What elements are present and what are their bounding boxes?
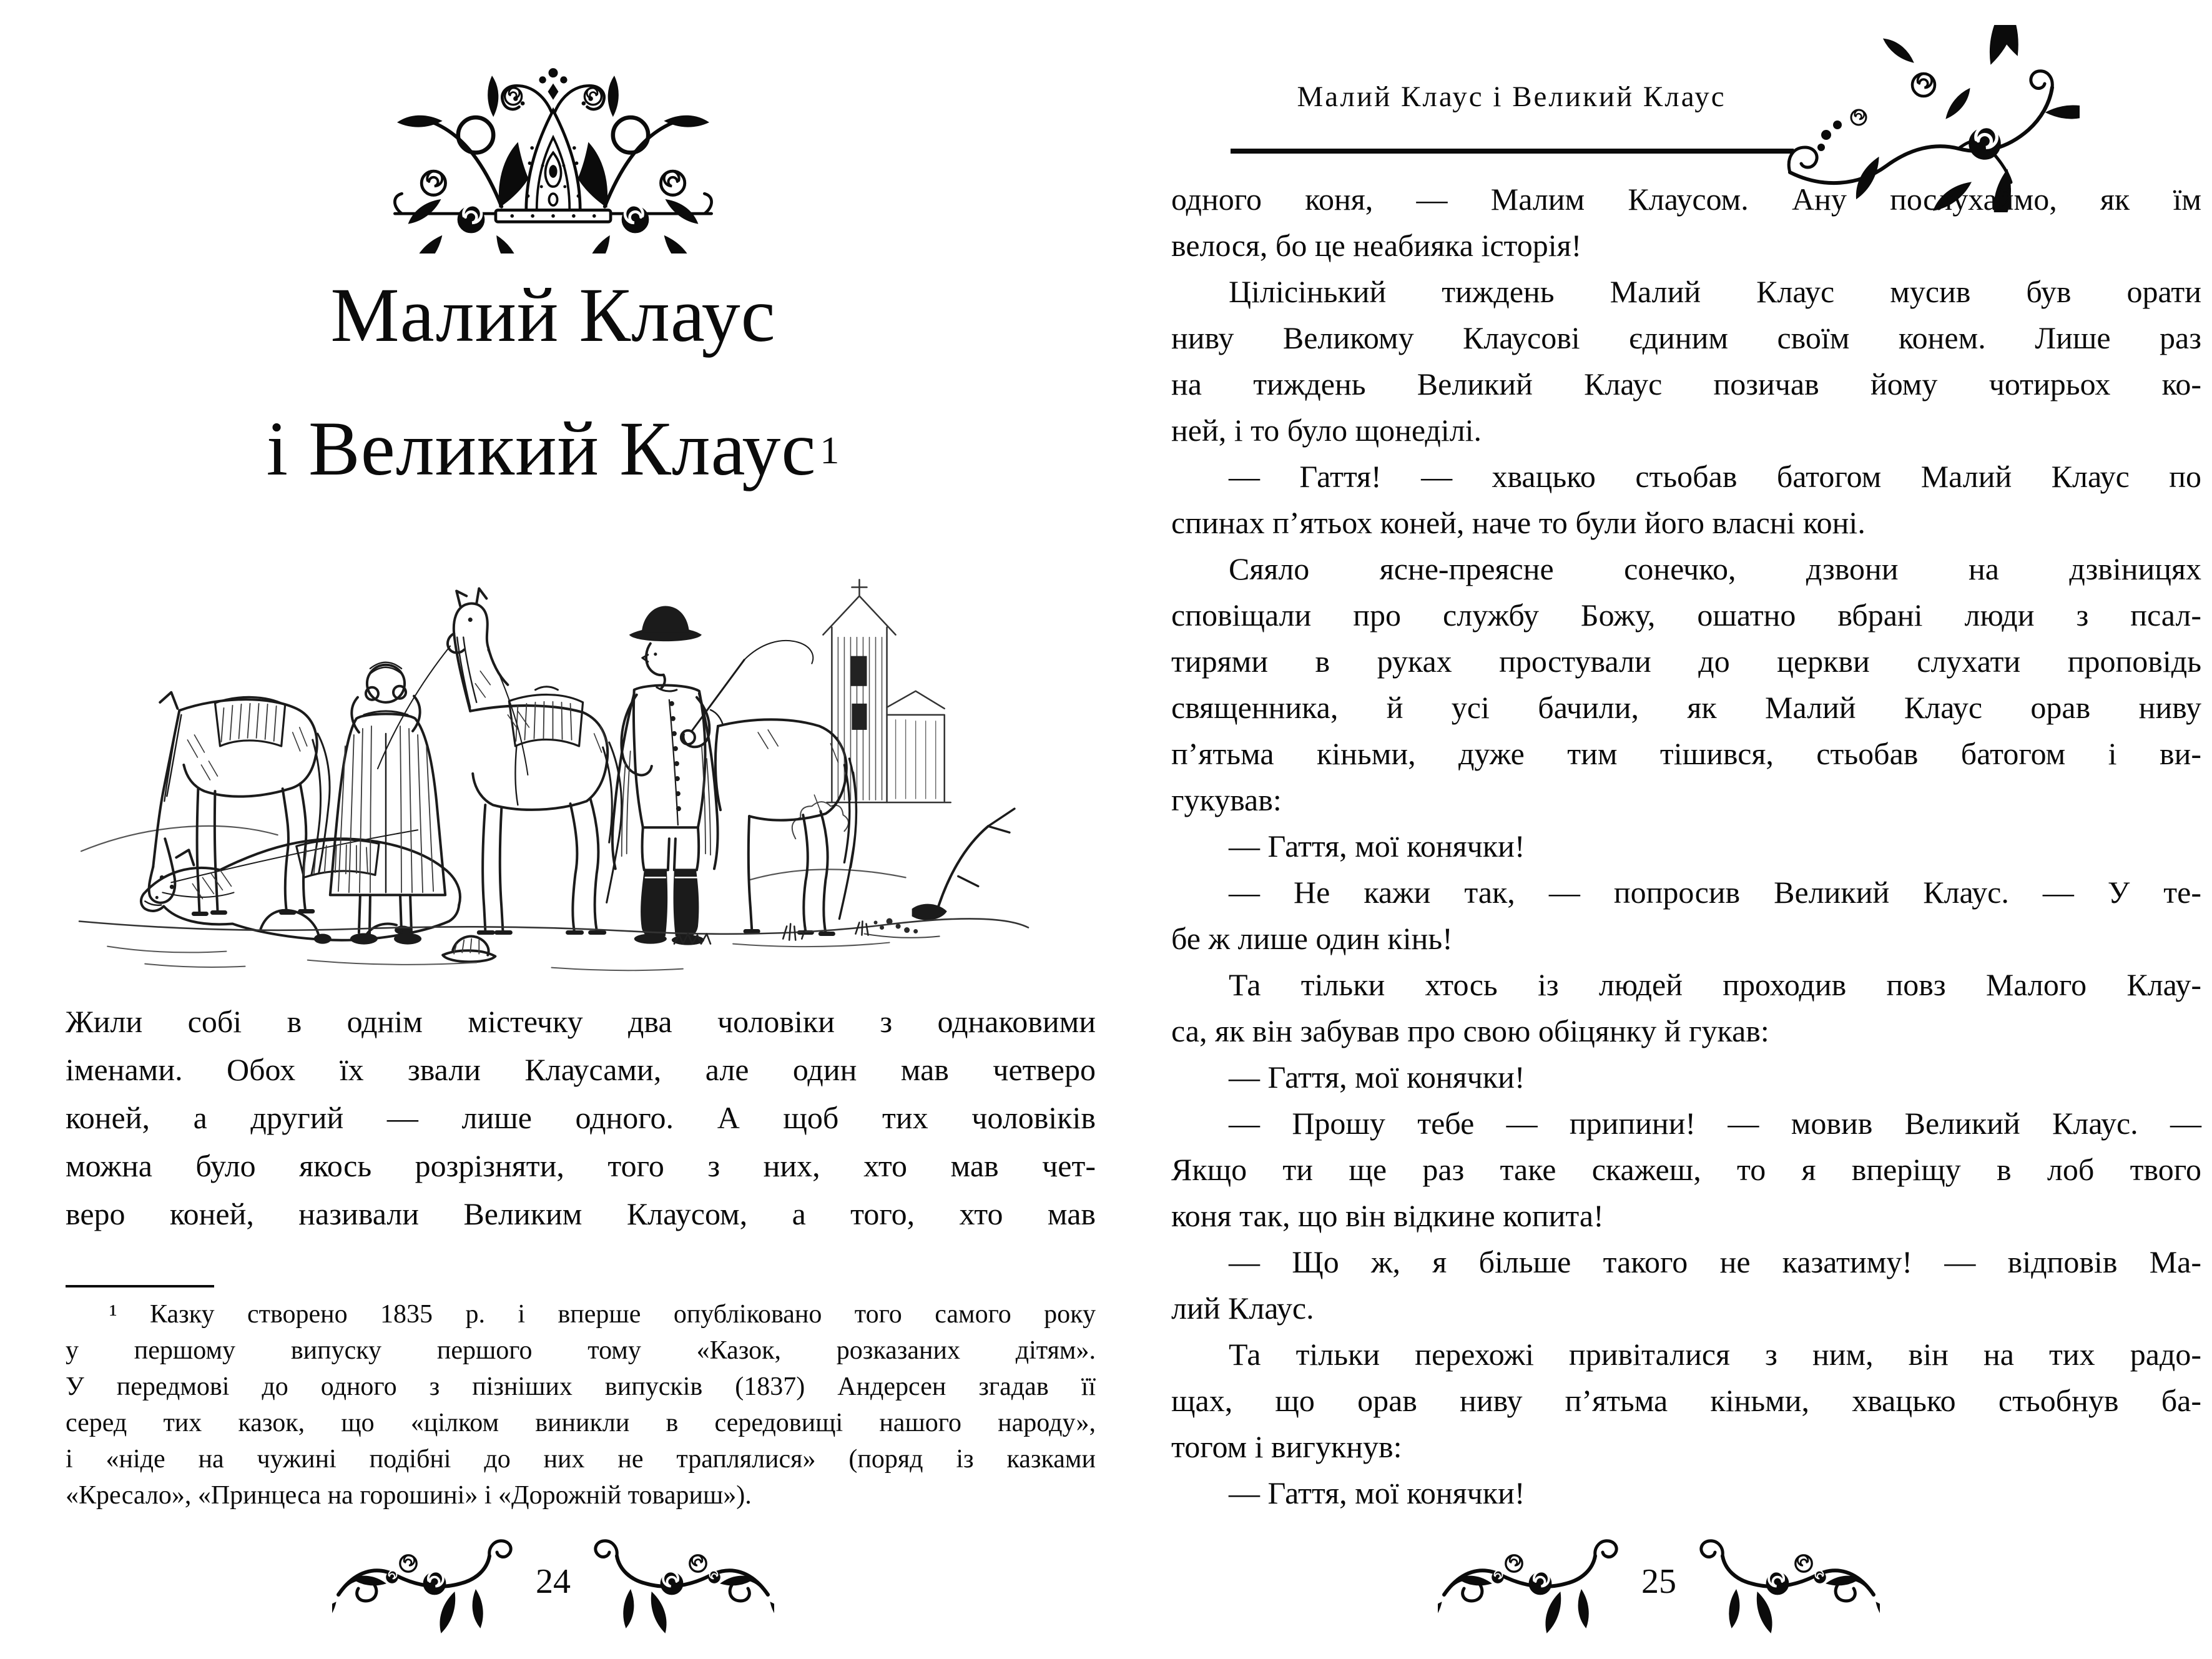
text-line: Цілісінький тиждень Малий Клаус мусив був орати	[1229, 274, 2201, 309]
text-line: — Гаття! — хвацько стьобав батогом Малий Клаус по	[1229, 459, 2201, 494]
header-rule	[1231, 149, 1794, 154]
text-line: — Гаття, мої конячки!	[1229, 829, 1525, 864]
text-line: спинах п’ятьох коней, наче то були його власні коні.	[1171, 505, 1865, 540]
text-line: сповіщали про службу Божу, ошатно вбрані люди з псал-	[1171, 598, 2201, 633]
text-line: священника, й усі бачили, як Малий Клаус орав ниву	[1171, 690, 2201, 725]
footnote-text	[66, 1296, 1096, 1514]
footnote-line: серед тих казок, що «цілком виникли в середовищі нашого народу»,	[66, 1409, 1096, 1437]
footnote-line: ¹ Казку створено 1835 р. і вперше опубліковано того самого року	[109, 1300, 1096, 1329]
text-line: коней, а другий — лише одного. А щоб тих чоловіків	[66, 1100, 1096, 1135]
footnote-separator	[66, 1285, 214, 1287]
right-body-text	[1171, 176, 2201, 1516]
footnote-line: і «ніде на чужині подібні до них не траплялися» (поряд із казками	[66, 1445, 1096, 1474]
footnote-reference: 1	[820, 430, 840, 472]
text-line: велося, бо це неабияка історія!	[1171, 228, 1582, 263]
chapter-title-line2: і Великий Клаус$^1$	[266, 406, 840, 491]
text-line: веро коней, називали Великим Клаусом, а того, хто мав	[66, 1196, 1096, 1231]
text-line: са, як він забував про свою обіцянку й гукав:	[1171, 1013, 1769, 1048]
text-line: Та тільки хтось із людей проходив повз Малого Клау-	[1229, 967, 2201, 1002]
rose-sprig-icon	[1438, 1525, 1625, 1635]
footnote-line: у першому випуску першого тому «Казок, розказаних дітям».	[66, 1336, 1096, 1365]
text-line: гукував:	[1171, 782, 1282, 817]
text-line: одного коня, — Малим Клаусом. Ану послухаймо, як їм	[1171, 182, 2201, 217]
text-line: іменами. Обох їх звали Клаусами, але один мав четверо	[66, 1052, 1096, 1087]
text-line: Жили собі в однім містечку два чоловіки з однаковими	[66, 1004, 1096, 1039]
text-line: на тиждень Великий Клаус позичав йому чотирьох ко-	[1171, 367, 2201, 401]
text-line: щах, що орав ниву п’ятьма кіньми, хвацько стьобнув ба-	[1171, 1383, 2201, 1418]
text-line: тогом і вигукнув:	[1171, 1429, 1402, 1464]
text-line: — Що ж, я більше такого не казатиму! — відповів Ма-	[1229, 1244, 2201, 1279]
text-line: ниву Великому Клаусові єдиним своїм конем. Лише раз	[1171, 320, 2201, 355]
text-line: ней, і то було щонеділі.	[1171, 413, 1482, 448]
page-number: 25	[1641, 1562, 1676, 1601]
text-line: тирями в руках простували до церкви слухати проповідь	[1171, 644, 2201, 679]
text-line: коня так, що він відкине копита!	[1171, 1198, 1604, 1233]
text-line: п’ятьма кіньми, дуже тим тішився, стьобав батогом і ви-	[1171, 736, 2201, 771]
rose-sprig-icon	[1693, 1525, 1880, 1635]
running-header: Малий Клаус і Великий Клаус	[1297, 81, 1726, 113]
text-line: — Прошу тебе — припини! — мовив Великий Клаус. —	[1229, 1106, 2201, 1141]
text-line: — Не кажи так, — попросив Великий Клаус. — У те-	[1229, 875, 2201, 910]
left-page-footer	[0, 1506, 1106, 1653]
rose-sprig-icon	[332, 1525, 519, 1635]
right-page-footer	[1106, 1506, 2212, 1653]
page-number: 24	[536, 1562, 571, 1601]
text-line: Якщо ти ще раз таке скажеш, то я вперіщу в лоб твого	[1171, 1152, 2201, 1187]
chapter-title-line1: Малий Клаус	[330, 272, 776, 358]
floral-crown-ornament-icon	[360, 60, 747, 254]
chapter-title	[37, 249, 1069, 518]
footnote-line: У передмові до одного з пізніших випусків (1837) Андерсен згадав її	[66, 1372, 1096, 1401]
text-line: Та тільки перехожі привіталися з ним, він на тих радо-	[1229, 1337, 2201, 1372]
text-line: лий Клаус.	[1171, 1291, 1314, 1326]
story-illustration	[70, 526, 1036, 995]
right-page	[1106, 0, 2212, 1659]
text-line: — Гаття, мої конячки!	[1229, 1475, 1525, 1510]
text-line: — Гаття, мої конячки!	[1229, 1060, 1525, 1095]
rose-sprig-icon	[587, 1525, 774, 1635]
text-line: можна було якось розрізняти, того з них, хто мав чет-	[66, 1148, 1096, 1183]
left-body-text	[66, 998, 1096, 1238]
text-line: Сяяло ясне-преясне сонечко, дзвони на дзвіницях	[1229, 551, 2201, 586]
footnote-line: «Кресало», «Принцеса на горошині» і «Дорожній товариш»).	[66, 1481, 752, 1510]
text-line: бе ж лише один кінь!	[1171, 921, 1453, 956]
